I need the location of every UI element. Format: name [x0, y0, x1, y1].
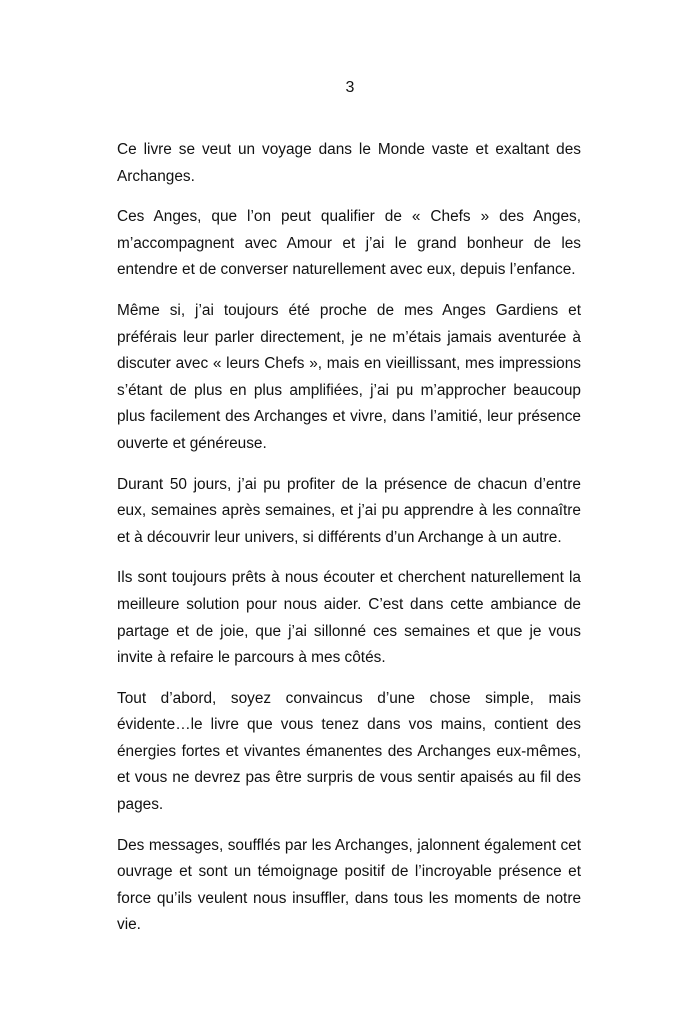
page-number: 3	[345, 79, 355, 96]
paragraph: Tout d’abord, soyez convaincus d’une chose simple, mais évidente…le livre que vous tenez dans vos mains, contient des énergies fortes et vivantes émanentes des Archanges eux-mêmes, et vous ne devrez pas être surpris de vous sentir apaisés au fil des pages.	[117, 689, 581, 814]
paragraph: Ils sont toujours prêts à nous écouter et cherchent naturellement la meilleure solution pour nous aider. C’est dans cette ambiance de partage et de joie, que j’ai sillonné ces semaines et que je vous invite à refaire le parcours à mes côtés.	[117, 569, 581, 667]
paragraph: Ce livre se veut un voyage dans le Monde vaste et exaltant des Archanges.	[117, 141, 581, 185]
paragraph: Même si, j’ai toujours été proche de mes Anges Gardiens et préférais leur parler directement, je ne m’étais jamais aventurée à discuter avec « leurs Chefs », mais en vieillissant, mes impressions s’étant de plus en plus amplifiées, j’ai pu m’approcher beaucoup plus facilement des Archanges et vivre, dans l’amitié, leur présence ouverte et généreuse.	[117, 301, 581, 452]
paragraph: Ces Anges, que l’on peut qualifier de « Chefs » des Anges, m’accompagnent avec Amour et j’ai le grand bonheur de les entendre et de converser naturellement avec eux, depuis l’enfance.	[117, 208, 581, 279]
paragraph: Des messages, soufflés par les Archanges, jalonnent également cet ouvrage et sont un témoignage positif de l’incroyable présence et force qu’ils veulent nous insuffler, dans tous les moments de notre vie.	[117, 836, 581, 934]
paragraph: Durant 50 jours, j’ai pu profiter de la présence de chacun d’entre eux, semaines après semaines, et j’ai pu apprendre à les connaître et à découvrir leur univers, si différents d’un Archange à un autre.	[117, 475, 581, 546]
body-text	[117, 137, 581, 953]
